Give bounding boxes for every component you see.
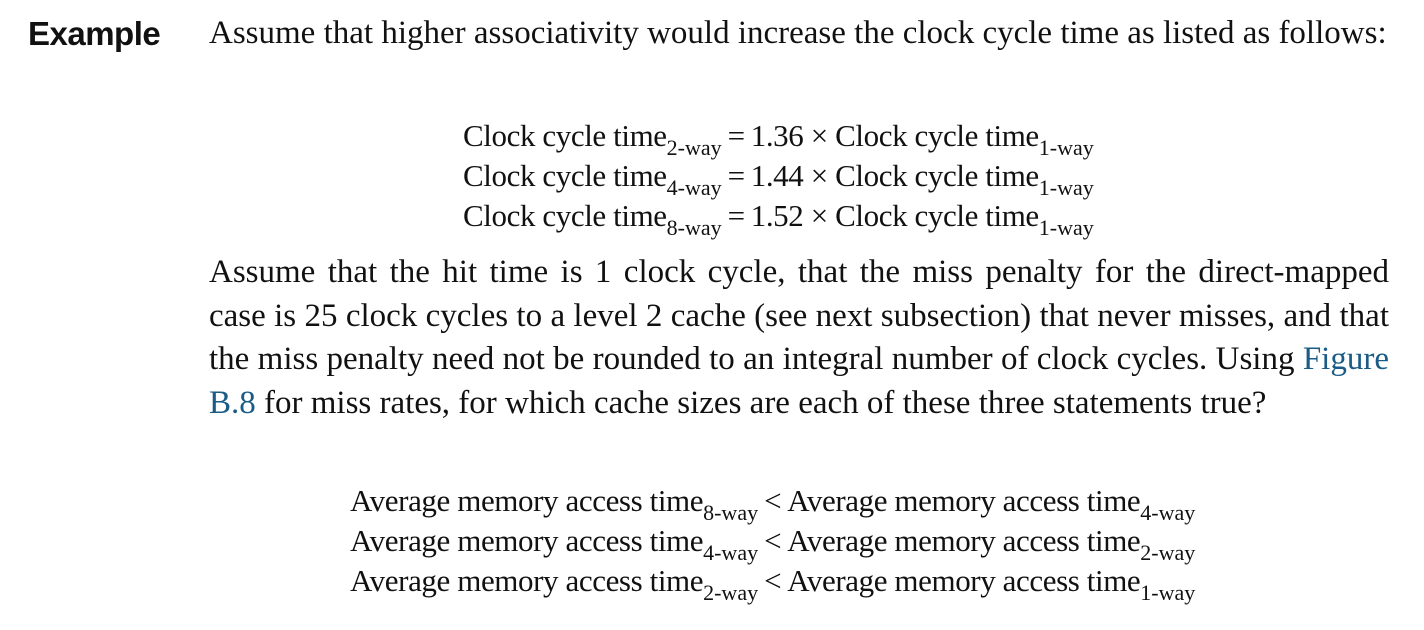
inequality-lhs-subscript: 4-way	[703, 540, 759, 565]
inequality-lhs: Average memory access time	[350, 563, 704, 598]
equation-rhs-subscript: 1-way	[1038, 215, 1094, 240]
inequality-rhs-subscript: 2-way	[1140, 540, 1196, 565]
question-text-end: for miss rates, for which cache sizes are each of these three statements true?	[255, 384, 1267, 421]
inequality-lhs-subscript: 2-way	[703, 580, 759, 605]
equation-rhs-subscript: 1-way	[1038, 135, 1094, 160]
example-label: Example	[28, 15, 161, 52]
inequality-lhs-subscript: 8-way	[703, 500, 759, 525]
equation-rhs: Clock cycle time	[835, 198, 1039, 233]
equals-sign: =	[727, 158, 745, 193]
inequality-rhs-subscript: 1-way	[1140, 580, 1196, 605]
equation-rhs: Clock cycle time	[835, 158, 1039, 193]
inequality-lhs: Average memory access time	[350, 483, 704, 518]
amat-inequalities	[350, 481, 1196, 605]
question-paragraph	[209, 251, 1389, 425]
inequality-rhs-subscript: 4-way	[1140, 500, 1196, 525]
inequality-rhs: Average memory access time	[787, 523, 1141, 558]
amat-inequality-row	[350, 561, 1196, 605]
equals-sign: =	[727, 198, 745, 233]
clock-equation-row	[463, 196, 1094, 240]
intro-paragraph: Assume that higher associativity would increase the clock cycle time as listed as follows:	[209, 15, 1387, 51]
less-than-sign: <	[764, 523, 782, 558]
equation-lhs: Clock cycle time	[463, 158, 667, 193]
less-than-sign: <	[764, 483, 782, 518]
equation-lhs-subscript: 4-way	[666, 175, 722, 200]
less-than-sign: <	[764, 563, 782, 598]
equation-coefficient: 1.44 ×	[750, 158, 836, 193]
question-text-start: Assume that the hit time is 1 clock cycle, that the miss penalty for the direct-mapped case is 25 clock cycles to a level 2 cache (see next subsection) that never misses, and that the miss penalty need not be rounded to an integral number of clock cycles. Using	[209, 254, 1389, 377]
equals-sign: =	[727, 118, 745, 153]
equation-coefficient: 1.36 ×	[750, 118, 836, 153]
clock-cycle-equations	[463, 116, 1094, 240]
equation-coefficient: 1.52 ×	[750, 198, 836, 233]
clock-equation-row	[463, 116, 1094, 160]
inequality-lhs: Average memory access time	[350, 523, 704, 558]
equation-rhs-subscript: 1-way	[1038, 175, 1094, 200]
inequality-rhs: Average memory access time	[787, 563, 1141, 598]
equation-lhs-subscript: 2-way	[666, 135, 722, 160]
inequality-rhs: Average memory access time	[787, 483, 1141, 518]
equation-lhs: Clock cycle time	[463, 198, 667, 233]
equation-lhs: Clock cycle time	[463, 118, 667, 153]
amat-inequality-row	[350, 481, 1196, 525]
equation-lhs-subscript: 8-way	[666, 215, 722, 240]
equation-rhs: Clock cycle time	[835, 118, 1039, 153]
clock-equation-row	[463, 156, 1094, 200]
amat-inequality-row	[350, 521, 1196, 565]
figure-link[interactable]: Figure B.8	[209, 341, 1389, 421]
